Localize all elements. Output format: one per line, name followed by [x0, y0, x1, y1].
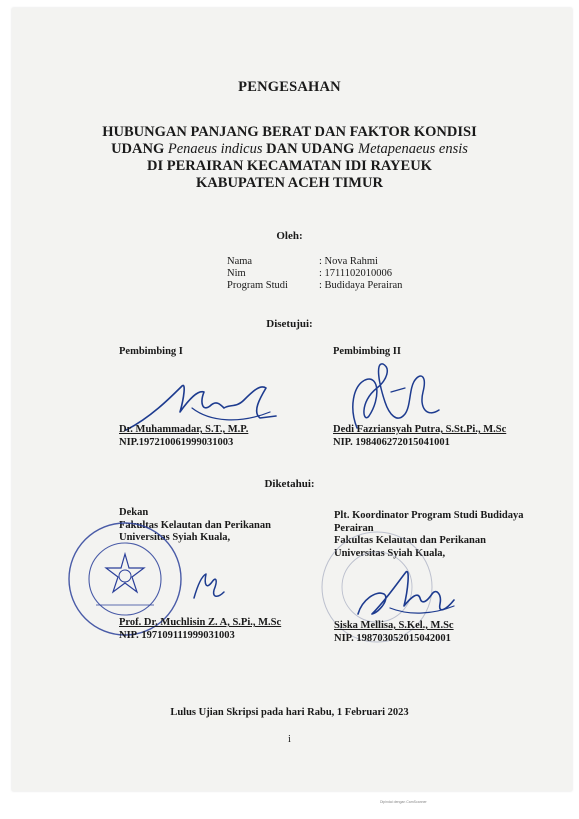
thesis-title — [0, 124, 579, 192]
thesis-title-line2: UDANG Penaeus indicus DAN UDANG Metapenaeus ensis — [111, 141, 468, 157]
dekan-block: Dekan Fakultas Kelautan dan Perikanan Universitas Syiah Kuala, — [119, 507, 271, 543]
dekan-name: Prof. Dr. Muchlisin Z. A, S.Pi., M.Sc — [119, 617, 282, 628]
page-heading: PENGESAHAN — [238, 79, 341, 95]
student-identity — [227, 256, 402, 292]
signature-koordinator — [350, 560, 460, 624]
pembimbing2-nip: NIP. 198406272015041001 — [333, 437, 450, 448]
signature-dekan — [188, 568, 228, 604]
pembimbing1-nip: NIP.197210061999031003 — [119, 437, 234, 448]
pembimbing2-role: Pembimbing II — [333, 346, 401, 357]
pembimbing1-name: Dr. Muhammadar, S.T., M.P. — [119, 424, 249, 435]
pembimbing1-role: Pembimbing I — [119, 346, 183, 357]
graduation-statement: Lulus Ujian Skripsi pada hari Rabu, 1 Februari 2023 — [170, 707, 409, 718]
identity-row-name: Nama : Nova Rahmi — [227, 256, 378, 267]
identity-row-program: Program Studi : Budidaya Perairan — [227, 280, 403, 291]
diketahui-label: Diketahui: — [264, 478, 315, 490]
thesis-title-line3: DI PERAIRAN KECAMATAN IDI RAYEUK — [147, 158, 432, 174]
oleh-label: Oleh: — [276, 230, 303, 242]
page-number: i — [288, 734, 291, 745]
dekan-nip: NIP. 197109111999031003 — [119, 630, 235, 641]
identity-row-nim: Nim : 1711102010006 — [227, 268, 393, 279]
pembimbing2-name: Dedi Fazriansyah Putra, S.St.Pi., M.Sc — [333, 424, 507, 435]
thesis-title-line4: KABUPATEN ACEH TIMUR — [196, 175, 383, 191]
koordinator-nip: NIP. 198703052015042001 — [334, 633, 451, 644]
disetujui-label: Disetujui: — [266, 318, 313, 330]
koordinator-block: Plt. Koordinator Program Studi Budidaya Perairan Fakultas Kelautan dan Perikanan Universitas Syiah Kuala, — [334, 510, 524, 559]
koordinator-name: Siska Mellisa, S.Kel., M.Sc — [334, 620, 454, 631]
thesis-title-line1: HUBUNGAN PANJANG BERAT DAN FAKTOR KONDISI — [102, 124, 477, 140]
scanner-footnote: Dipindai dengan CamScanner — [380, 800, 427, 804]
